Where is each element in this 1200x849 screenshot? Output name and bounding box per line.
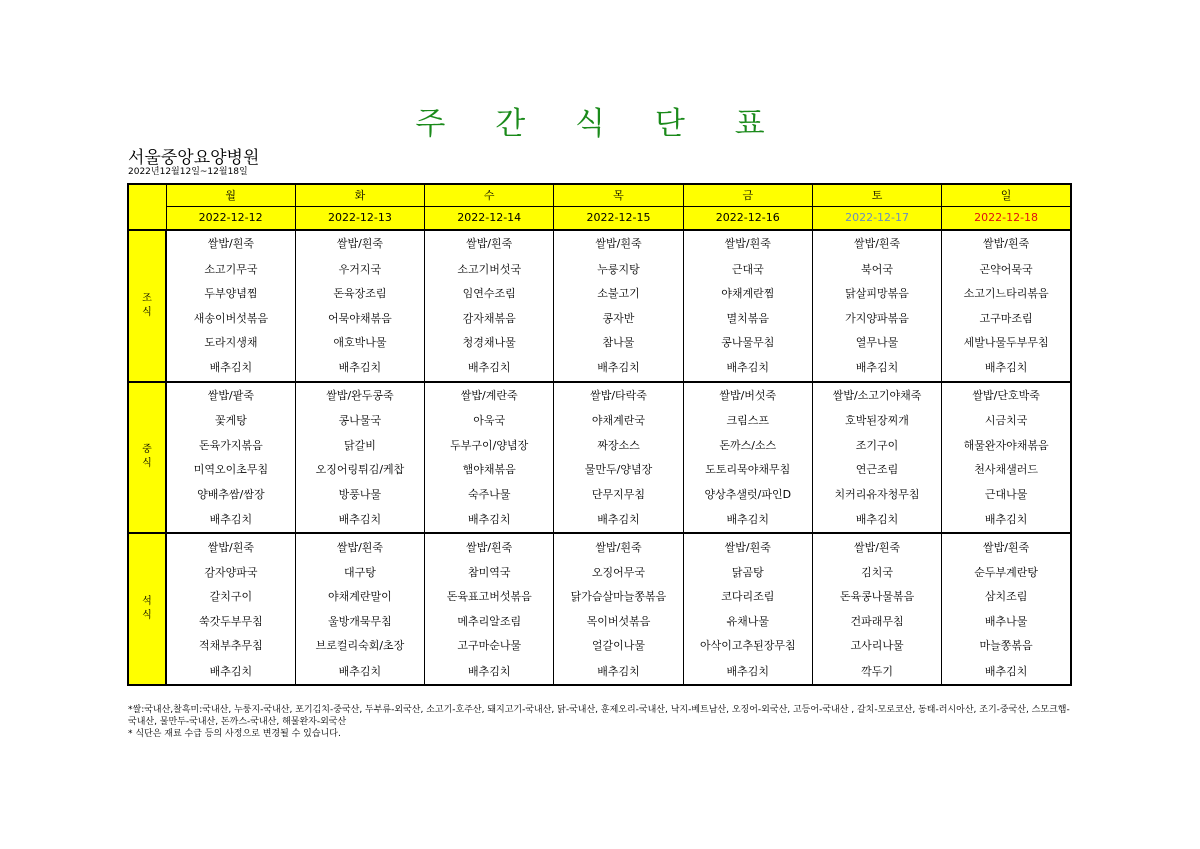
menu-item: 배추김치 [295, 507, 424, 534]
menu-item: 야채계란국 [554, 408, 683, 433]
menu-item: 돈육콩나물볶음 [812, 585, 941, 610]
menu-item: 배추김치 [425, 658, 554, 685]
menu-item: 돈육장조림 [295, 281, 424, 306]
menu-item: 해물완자야채볶음 [942, 433, 1071, 458]
menu-item: 감자양파국 [166, 560, 295, 585]
meal-label [128, 533, 166, 685]
date-header: 2022-12-18 [942, 206, 1071, 230]
menu-item: 배추김치 [942, 355, 1071, 382]
date-header: 2022-12-16 [683, 206, 812, 230]
menu-item: 청경채나물 [425, 330, 554, 355]
menu-item: 쌀밥/흰죽 [425, 533, 554, 560]
menu-item: 쌀밥/버섯죽 [683, 382, 812, 409]
weekly-menu-table [127, 183, 1072, 686]
menu-item: 쌀밥/흰죽 [166, 230, 295, 257]
menu-item: 북어국 [812, 257, 941, 282]
menu-item: 쌀밥/흰죽 [942, 533, 1071, 560]
menu-item: 근대국 [683, 257, 812, 282]
menu-item: 배추나물 [942, 609, 1071, 634]
menu-item: 배추김치 [683, 658, 812, 685]
notes-section [128, 704, 1078, 740]
menu-item: 소불고기 [554, 281, 683, 306]
menu-item: 고사리나물 [812, 634, 941, 659]
menu-row [128, 306, 1071, 331]
menu-item: 배추김치 [425, 507, 554, 534]
corner-cell [128, 184, 166, 230]
meal-label-text: 조식 [142, 292, 152, 318]
menu-item: 쌀밥/흰죽 [295, 533, 424, 560]
menu-row [128, 408, 1071, 433]
menu-item: 쌀밥/흰죽 [425, 230, 554, 257]
menu-item: 배추김치 [554, 507, 683, 534]
menu-item: 쌀밥/완두콩죽 [295, 382, 424, 409]
meal-label [128, 382, 166, 534]
menu-item: 대구탕 [295, 560, 424, 585]
menu-item: 배추김치 [554, 355, 683, 382]
menu-item: 꽃게탕 [166, 408, 295, 433]
menu-item: 도라지생채 [166, 330, 295, 355]
menu-item: 단무지무침 [554, 482, 683, 507]
menu-item: 배추김치 [812, 507, 941, 534]
menu-item: 햄야채볶음 [425, 457, 554, 482]
menu-item: 콩자반 [554, 306, 683, 331]
day-header: 목 [554, 184, 683, 206]
menu-item: 오징어링튀김/케찹 [295, 457, 424, 482]
menu-item: 돈육표고버섯볶음 [425, 585, 554, 610]
menu-item: 물만두/양념장 [554, 457, 683, 482]
page-title: 주 간 식 단 표 [415, 106, 785, 142]
menu-item: 소고기버섯국 [425, 257, 554, 282]
menu-item: 목이버섯볶음 [554, 609, 683, 634]
menu-item: 배추김치 [295, 658, 424, 685]
menu-item: 배추김치 [683, 355, 812, 382]
menu-row [128, 533, 1071, 560]
menu-item: 아욱국 [425, 408, 554, 433]
menu-item: 콩나물국 [295, 408, 424, 433]
menu-item: 숙주나물 [425, 482, 554, 507]
menu-item: 배추김치 [554, 658, 683, 685]
menu-item: 야채계란찜 [683, 281, 812, 306]
menu-item: 조기구이 [812, 433, 941, 458]
menu-item: 세발나물두부무침 [942, 330, 1071, 355]
menu-item: 쌀밥/흰죽 [166, 533, 295, 560]
menu-item: 참나물 [554, 330, 683, 355]
menu-row [128, 585, 1071, 610]
menu-row [128, 257, 1071, 282]
day-header: 일 [942, 184, 1071, 206]
menu-item: 두부양념찜 [166, 281, 295, 306]
menu-row [128, 382, 1071, 409]
menu-item: 쌀밥/흰죽 [554, 533, 683, 560]
menu-item: 쌀밥/타락죽 [554, 382, 683, 409]
menu-item: 배추김치 [812, 355, 941, 382]
menu-item: 순두부계란탕 [942, 560, 1071, 585]
menu-item: 배추김치 [166, 658, 295, 685]
menu-item: 짜장소스 [554, 433, 683, 458]
menu-row [128, 609, 1071, 634]
menu-item: 양상추샐럿/파인D [683, 482, 812, 507]
menu-item: 오징어무국 [554, 560, 683, 585]
menu-row [128, 230, 1071, 257]
menu-item: 쌀밥/흰죽 [683, 533, 812, 560]
menu-item: 브로컬리숙회/초장 [295, 634, 424, 659]
menu-row [128, 433, 1071, 458]
menu-item: 쌀밥/흰죽 [683, 230, 812, 257]
menu-item: 코다리조림 [683, 585, 812, 610]
menu-item: 어묵야채볶음 [295, 306, 424, 331]
menu-row [128, 634, 1071, 659]
menu-item: 천사채샐러드 [942, 457, 1071, 482]
menu-item: 야채계란말이 [295, 585, 424, 610]
menu-item: 미역오이초무침 [166, 457, 295, 482]
menu-row [128, 482, 1071, 507]
menu-item: 쌀밥/흰죽 [812, 533, 941, 560]
date-header: 2022-12-17 [812, 206, 941, 230]
menu-item: 치커리유자청무침 [812, 482, 941, 507]
menu-item: 삼치조림 [942, 585, 1071, 610]
menu-item: 소고기느타리볶음 [942, 281, 1071, 306]
menu-item: 소고기무국 [166, 257, 295, 282]
menu-item: 도토리묵야채무침 [683, 457, 812, 482]
menu-item: 콩나물무침 [683, 330, 812, 355]
menu-row [128, 330, 1071, 355]
day-header: 토 [812, 184, 941, 206]
menu-item: 쌀밥/흰죽 [812, 230, 941, 257]
meal-label-text: 중식 [142, 444, 152, 470]
origin-note: *쌀:국내산,찰흑미:국내산, 누룽지-국내산, 포기김치-중국산, 두부류-외국산, 소고기-호주산, 돼지고기-국내산, 닭-국내산, 훈제오리-국내산, 낙지-베트남산, 오징어-외국산, 고등어-국내산 , 갈치-모로코산, 동태-러시아산, 조기-중국산, 스모크햄-국내산, 물만두-국내산, 돈까스-국내산, 해물완자-외국산 [128, 705, 1070, 727]
meal-label-text: 석식 [142, 596, 152, 622]
change-note: * 식단은 재료 수급 등의 사정으로 변경될 수 있습니다. [128, 729, 341, 739]
menu-item: 배추김치 [425, 355, 554, 382]
menu-item: 열무나물 [812, 330, 941, 355]
menu-item: 갈치구이 [166, 585, 295, 610]
date-header: 2022-12-14 [425, 206, 554, 230]
menu-item: 가지양파볶음 [812, 306, 941, 331]
menu-item: 돈까스/소스 [683, 433, 812, 458]
menu-row [128, 507, 1071, 534]
menu-item: 적채부추무침 [166, 634, 295, 659]
menu-item: 배추김치 [942, 507, 1071, 534]
menu-item: 돈육가지볶음 [166, 433, 295, 458]
menu-item: 쑥갓두부무침 [166, 609, 295, 634]
menu-item: 곤약어묵국 [942, 257, 1071, 282]
menu-item: 고구마조림 [942, 306, 1071, 331]
menu-item: 배추김치 [166, 355, 295, 382]
menu-item: 양배추쌈/쌈장 [166, 482, 295, 507]
date-header: 2022-12-13 [295, 206, 424, 230]
menu-item: 누룽지탕 [554, 257, 683, 282]
menu-period: 2022년12월12일~12월18일 [128, 167, 248, 177]
menu-item: 고구마순나물 [425, 634, 554, 659]
menu-item: 닭가슴살마늘쫑볶음 [554, 585, 683, 610]
hospital-name: 서울중앙요양병원 [128, 148, 260, 168]
menu-item: 새송이버섯볶음 [166, 306, 295, 331]
menu-item: 김치국 [812, 560, 941, 585]
menu-item: 쌀밥/소고기야채죽 [812, 382, 941, 409]
menu-item: 쌀밥/흰죽 [942, 230, 1071, 257]
date-header-row [128, 206, 1071, 230]
menu-item: 쌀밥/흰죽 [554, 230, 683, 257]
menu-item: 쌀밥/계란죽 [425, 382, 554, 409]
menu-item: 유채나물 [683, 609, 812, 634]
menu-row [128, 560, 1071, 585]
date-header: 2022-12-12 [166, 206, 295, 230]
menu-item: 깍두기 [812, 658, 941, 685]
menu-item: 배추김치 [166, 507, 295, 534]
menu-item: 방풍나물 [295, 482, 424, 507]
menu-item: 임연수조림 [425, 281, 554, 306]
day-header: 월 [166, 184, 295, 206]
menu-item: 얼갈이나물 [554, 634, 683, 659]
menu-row [128, 658, 1071, 685]
menu-item: 배추김치 [942, 658, 1071, 685]
menu-item: 쌀밥/단호박죽 [942, 382, 1071, 409]
menu-item: 배추김치 [683, 507, 812, 534]
day-header-row [128, 184, 1071, 206]
menu-item: 애호박나물 [295, 330, 424, 355]
day-header: 수 [425, 184, 554, 206]
day-header: 화 [295, 184, 424, 206]
meal-label [128, 230, 166, 382]
menu-item: 울방개묵무침 [295, 609, 424, 634]
menu-item: 두부구이/양념장 [425, 433, 554, 458]
menu-item: 배추김치 [295, 355, 424, 382]
menu-item: 멸치볶음 [683, 306, 812, 331]
menu-row [128, 457, 1071, 482]
menu-item: 아삭이고추된장무침 [683, 634, 812, 659]
menu-item: 참미역국 [425, 560, 554, 585]
menu-item: 닭곰탕 [683, 560, 812, 585]
menu-item: 메추리알조림 [425, 609, 554, 634]
menu-item: 호박된장찌개 [812, 408, 941, 433]
date-header: 2022-12-15 [554, 206, 683, 230]
menu-item: 쌀밥/흰죽 [295, 230, 424, 257]
day-header: 금 [683, 184, 812, 206]
menu-item: 마늘쫑볶음 [942, 634, 1071, 659]
menu-item: 크림스프 [683, 408, 812, 433]
menu-row [128, 355, 1071, 382]
menu-item: 닭갈비 [295, 433, 424, 458]
menu-item: 연근조림 [812, 457, 941, 482]
menu-item: 닭살피망볶음 [812, 281, 941, 306]
menu-item: 근대나물 [942, 482, 1071, 507]
menu-item: 건파래무침 [812, 609, 941, 634]
menu-row [128, 281, 1071, 306]
menu-item: 시금치국 [942, 408, 1071, 433]
menu-item: 쌀밥/팥죽 [166, 382, 295, 409]
menu-item: 감자채볶음 [425, 306, 554, 331]
menu-item: 우거지국 [295, 257, 424, 282]
